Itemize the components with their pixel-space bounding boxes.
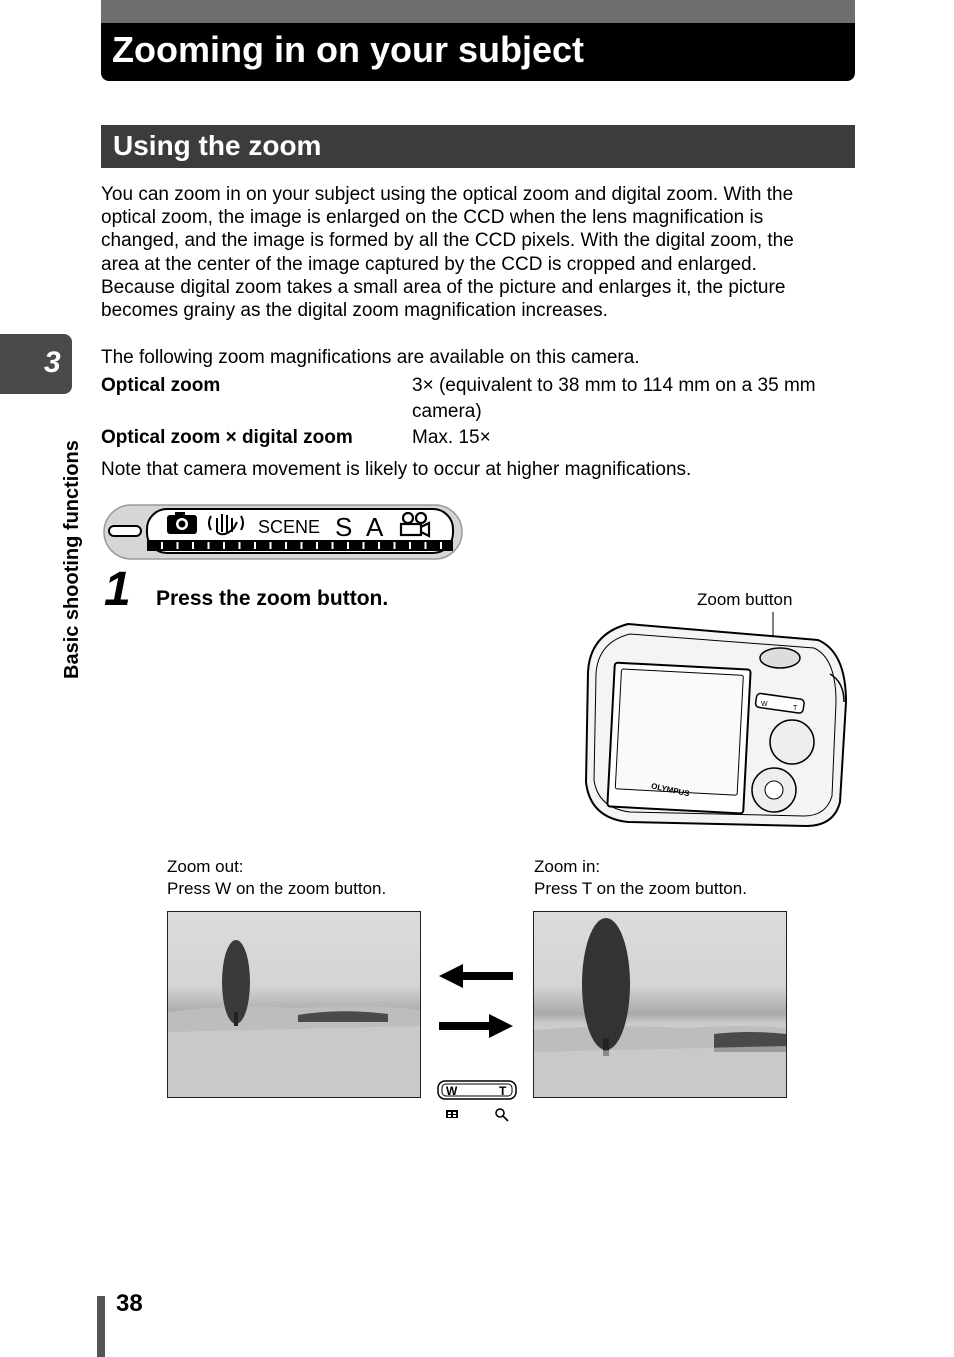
magnifications-intro: The following zoom magnifications are available on this camera. — [101, 347, 640, 368]
page-title: Zooming in on your subject — [112, 29, 584, 70]
optical-zoom-value — [412, 373, 816, 425]
dial-tick — [425, 542, 427, 549]
dial-tick — [223, 542, 225, 549]
intro-line: You can zoom in on your subject using the optical zoom and digital zoom. With the — [101, 184, 794, 205]
camera-icon — [167, 512, 197, 534]
mode-dial — [770, 720, 814, 764]
chapter-label: Basic shooting functions — [61, 440, 83, 679]
zoomed-in-photo — [533, 911, 787, 1098]
wt-lever — [437, 1080, 517, 1126]
zoom-out-caption — [167, 856, 386, 900]
arrow-right-icon — [439, 1014, 513, 1038]
dial-tick — [254, 542, 256, 549]
title-strip — [101, 0, 855, 23]
s-mode-label: S — [335, 512, 353, 542]
zoom-in-text: Press T on the zoom button. — [534, 879, 747, 898]
zoom-in-title: Zoom in: — [534, 857, 601, 876]
dial-tick — [332, 542, 334, 549]
dial-tick — [177, 542, 179, 549]
wt-t-label: T — [499, 1084, 507, 1098]
brand-label: OLYMPUS — [650, 781, 691, 799]
zoom-in-caption — [534, 856, 747, 900]
intro-line: becomes grainy as the digital zoom magnification increases. — [101, 300, 608, 322]
zoom-out-title: Zoom out: — [167, 857, 244, 876]
dial-tick — [208, 542, 210, 549]
chapter-tab — [0, 334, 72, 394]
dial-tick — [316, 542, 318, 549]
magnifier-icon — [496, 1109, 508, 1121]
digital-zoom-value: Max. 15× — [412, 427, 491, 448]
mode-dial-indicator — [103, 504, 463, 560]
page-number: 38 — [116, 1290, 143, 1317]
zoom-button-t: T — [793, 705, 798, 712]
zoom-out-text: Press W on the zoom button. — [167, 879, 387, 898]
intro-line: optical zoom, the image is enlarged on the CCD when the lens magnification is — [101, 207, 764, 229]
section-header — [101, 125, 855, 168]
camera-illustration — [578, 612, 850, 832]
intro-line: area at the center of the image captured by the CCD is cropped and enlarged. — [101, 253, 757, 275]
dial-tick — [239, 542, 241, 549]
intro-line: changed, and the image is formed by all the CCD pixels. With the digital zoom, the — [101, 230, 794, 252]
dial-tick — [347, 542, 349, 549]
scene-mode-label: SCENE — [258, 517, 321, 537]
optical-zoom-label: Optical zoom — [101, 375, 221, 396]
step-number: 1 — [104, 563, 131, 616]
chapter-number: 3 — [44, 346, 61, 379]
zoomed-out-photo — [167, 911, 421, 1098]
title-bar — [101, 0, 855, 81]
dial-tick — [301, 542, 303, 549]
note: Note that camera movement is likely to occur at higher magnifications. — [101, 459, 692, 480]
dial-tick — [192, 542, 194, 549]
a-mode-label: A — [366, 512, 384, 542]
zoom-button-callout: Zoom button — [697, 590, 793, 609]
dial-tick — [285, 542, 287, 549]
optical-zoom-value-line: camera) — [412, 401, 482, 422]
dial-tick — [378, 542, 380, 549]
zoom-arrows — [437, 960, 515, 1040]
thumbnail-grid-icon — [446, 1110, 458, 1118]
page-marker — [97, 1296, 105, 1357]
dial-tick — [409, 542, 411, 549]
step-instruction: Press the zoom button. — [156, 587, 389, 610]
dial-tick — [440, 542, 442, 549]
optical-zoom-value-line: 3× (equivalent to 38 mm to 114 mm on a 35 mm — [412, 375, 816, 396]
digital-zoom-label: Optical zoom × digital zoom — [101, 427, 353, 448]
dial-tick — [270, 542, 272, 549]
intro-line: Because digital zoom takes a small area of the picture and enlarges it, the picture — [101, 276, 786, 298]
arrow-left-icon — [439, 964, 513, 988]
dial-tick — [394, 542, 396, 549]
intro-paragraph — [101, 183, 861, 322]
section-title: Using the zoom — [113, 130, 322, 161]
dial-tick — [363, 542, 365, 549]
dial-tick — [161, 542, 163, 549]
zoom-button-w: W — [761, 701, 768, 708]
wt-w-label: W — [446, 1084, 458, 1098]
